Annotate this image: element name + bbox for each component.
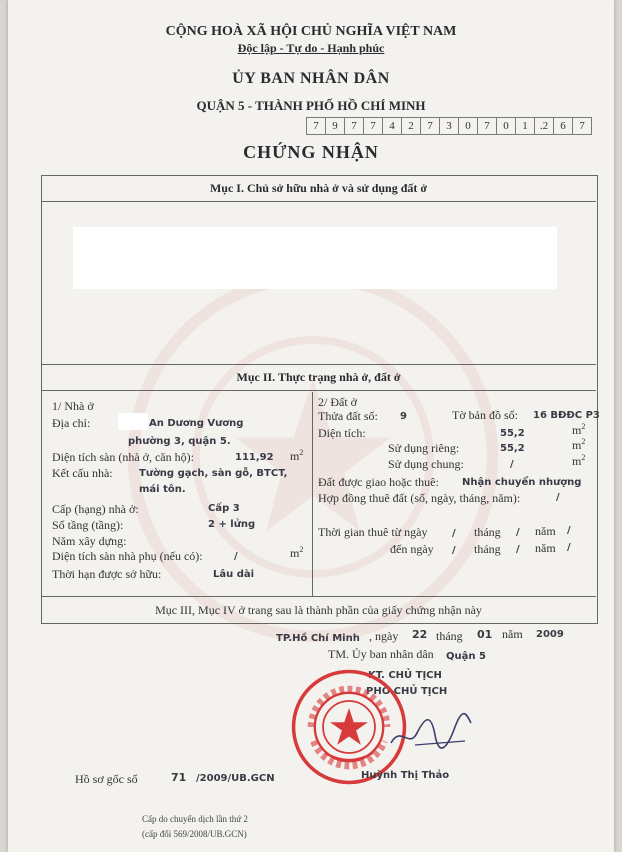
allocation-label: Đất được giao hoặc thuê: <box>318 475 439 489</box>
lease-to-year: / <box>567 542 571 553</box>
sign-place: TP.Hồ Chí Minh <box>276 633 360 644</box>
address-label: Địa chỉ: <box>52 416 91 430</box>
land-area-value: 55,2 <box>500 428 525 439</box>
record-number: 71 <box>171 771 187 784</box>
serial-digit: 6 <box>553 117 573 135</box>
floor-area-unit: $m^2$ <box>290 448 304 463</box>
month-word: tháng <box>436 629 463 643</box>
divider <box>41 364 596 365</box>
serial-digit: .2 <box>534 117 554 135</box>
serial-digit: 7 <box>477 117 497 135</box>
map-sheet-value: 16 BĐĐC P3 <box>533 410 600 421</box>
divider <box>41 596 596 597</box>
section-1-title: Mục I. Chủ sở hữu nhà ở và sử dụng đất ở <box>209 181 428 195</box>
floors-label: Số tầng (tầng): <box>52 518 124 532</box>
role-vice: KT. CHỦ TỊCH <box>368 670 442 681</box>
serial-digit: 9 <box>325 117 345 135</box>
serial-digit: 7 <box>363 117 383 135</box>
common-use-unit: $m^2$ <box>572 453 586 468</box>
address-value: An Dương Vương <box>149 418 244 429</box>
parcel-value: 9 <box>400 411 407 422</box>
org-value: Quận 5 <box>446 651 486 662</box>
lease-from-month: / <box>516 527 520 538</box>
lease-from-day: / <box>452 528 456 539</box>
serial-digit: 0 <box>458 117 478 135</box>
role-vice-chair: PHÓ CHỦ TỊCH <box>366 686 448 697</box>
sign-day: 22 <box>412 628 428 641</box>
common-use-label: Sử dụng chung: <box>388 457 464 471</box>
serial-digit: 7 <box>572 117 592 135</box>
lease-to-month: / <box>516 544 520 555</box>
divider <box>41 201 596 202</box>
parcel-label: Thửa đất số: <box>318 409 378 423</box>
year-word: năm <box>502 627 523 641</box>
redacted-owner <box>73 227 557 289</box>
private-use-label: Sử dụng riêng: <box>388 441 460 455</box>
date-prefix: , ngày <box>369 629 399 643</box>
motto: Độc lập - Tự do - Hạnh phúc <box>237 41 385 55</box>
private-use-value: 55,2 <box>500 443 525 454</box>
structure-label: Kết cấu nhà: <box>52 466 113 480</box>
district-heading: QUẬN 5 - THÀNH PHỐ HỒ CHÍ MINH <box>196 98 426 113</box>
transfer-note: Cấp do chuyển dịch lần thứ 2 <box>142 814 248 824</box>
serial-digit: 2 <box>401 117 421 135</box>
lease-to-label: đến ngày <box>390 542 434 556</box>
serial-number <box>307 117 592 135</box>
signer-name: Huỳnh Thị Thảo <box>361 770 450 781</box>
lease-from-year-label: năm <box>535 524 556 538</box>
ownership-term-value: Lâu dài <box>213 569 255 580</box>
lease-from-month-label: tháng <box>474 525 501 539</box>
ownership-term-label: Thời hạn được sở hữu: <box>52 567 162 581</box>
allocation-value: Nhận chuyển nhượng <box>462 477 582 488</box>
map-sheet-label: Tờ bản đồ số: <box>452 408 519 422</box>
land-area-label: Diện tích: <box>318 426 366 440</box>
structure-value: Tường gạch, sàn gỗ, BTCT, <box>139 468 288 479</box>
aux-area-unit: $m^2$ <box>290 545 304 560</box>
lease-to-day: / <box>452 545 456 556</box>
lease-contract-value: / <box>556 492 560 503</box>
nation-heading: CỘNG HOÀ XÃ HỘI CHỦ NGHĨA VIỆT NAM <box>165 24 457 39</box>
section-2-title: Mục II. Thực trạng nhà ở, đất ở <box>236 370 401 384</box>
column-divider <box>312 392 313 596</box>
land-area-unit: $m^2$ <box>572 422 586 437</box>
sign-year: 2009 <box>536 629 564 640</box>
address-value-2: phường 3, quận 5. <box>128 436 231 447</box>
aux-area-value: / <box>234 551 238 562</box>
redacted-house-number <box>118 413 148 430</box>
serial-digit: 4 <box>382 117 402 135</box>
house-heading: 1/ Nhà ở <box>52 399 94 413</box>
grade-value: Cấp 3 <box>208 503 240 514</box>
floors-value: 2 + lửng <box>208 519 256 530</box>
lease-to-month-label: tháng <box>474 542 501 556</box>
serial-digit: 1 <box>515 117 535 135</box>
section-3-note: Mục III, Mục IV ở trang sau là thành phần của giấy chứng nhận này <box>155 603 482 617</box>
signature-scribble-icon <box>385 705 475 755</box>
serial-digit: 0 <box>496 117 516 135</box>
land-heading: 2/ Đất ở <box>318 395 358 409</box>
common-use-value: / <box>510 459 514 470</box>
record-label: Hồ sơ gốc số <box>75 772 138 786</box>
authority-heading: ỦY BAN NHÂN DÂN <box>232 70 390 87</box>
serial-digit: 7 <box>344 117 364 135</box>
lease-from-label: Thời gian thuê từ ngày <box>318 525 428 539</box>
record-suffix: /2009/UB.GCN <box>196 773 275 784</box>
serial-digit: 7 <box>306 117 326 135</box>
lease-to-year-label: năm <box>535 541 556 555</box>
private-use-unit: $m^2$ <box>572 437 586 452</box>
serial-digit: 3 <box>439 117 459 135</box>
serial-digit: 7 <box>420 117 440 135</box>
divider <box>41 390 596 391</box>
document-title: CHỨNG NHẬN <box>243 142 379 162</box>
sign-month: 01 <box>477 628 493 641</box>
aux-area-label: Diện tích sàn nhà phụ (nếu có): <box>52 549 203 563</box>
org-label: TM. Ủy ban nhân dân <box>328 647 434 661</box>
floor-area-value: 111,92 <box>235 452 274 463</box>
year-built-label: Năm xây dựng: <box>52 534 127 548</box>
grade-label: Cấp (hạng) nhà ở: <box>52 502 139 516</box>
floor-area-label: Diện tích sàn (nhà ở, căn hộ): <box>52 450 194 464</box>
reissue-note: (cấp đổi 569/2008/UB.GCN) <box>142 829 247 839</box>
lease-contract-label: Hợp đồng thuê đất (số, ngày, tháng, năm): <box>318 491 521 505</box>
lease-from-year: / <box>567 525 571 536</box>
structure-value-2: mái tôn. <box>139 484 186 495</box>
